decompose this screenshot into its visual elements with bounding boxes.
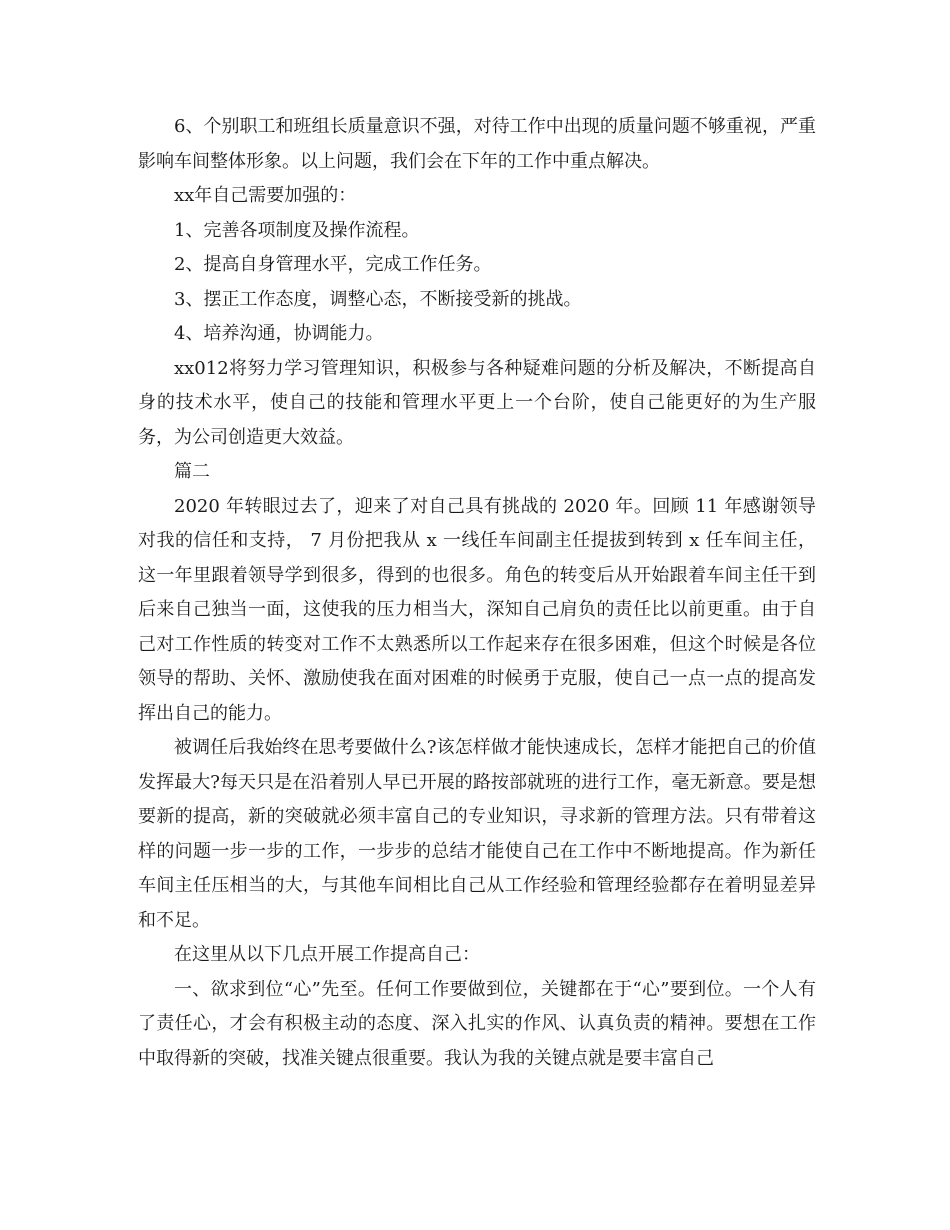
paragraph-quality-issue: 6、个别职工和班组长质量意识不强，对待工作中出现的质量问题不够重视，严重影响车间整体形象。以上问题，我们会在下年的工作中重点解决。	[138, 116, 816, 172]
list-item-management-level: 2、提高自身管理水平，完成工作任务。	[174, 254, 492, 275]
paragraph-learning-plan: xx012将努力学习管理知识，积极参与各种疑难问题的分析及解决，不断提高自身的技术水平，使自己的技能和管理水平更上一个台阶，使自己能更好的为生产服务，为公司创造更大效益。	[138, 357, 816, 448]
document-body	[138, 110, 816, 1076]
paragraph-point-one: 一、欲求到位“心”先至。任何工作要做到位，关键都在于“心”要到位。一个人有了责任心，才会有积极主动的态度、深入扎实的作风、认真负责的精神。要想在工作中取得新的突破，找准关键点很重要。我认为我的关键点就是要丰富自己	[138, 978, 816, 1069]
paragraph-reflection: 被调任后我始终在思考要做什么?该怎样做才能快速成长，怎样才能把自己的价值发挥最大?每天只是在沿着别人早已开展的路按部就班的进行工作，毫无新意。要是想要新的提高，新的突破就必须丰富自己的专业知识，寻求新的管理方法。只有带着这样的问题一步一步的工作，一步步的总结才能使自己在工作中不断地提高。作为新任车间主任压相当的大，与其他车间相比自己从工作经验和管理经验都存在着明显差异和不足。	[138, 737, 816, 931]
paragraph-points-intro: 在这里从以下几点开展工作提高自己：	[174, 944, 480, 965]
paragraph-improvement-heading: xx年自己需要加强的：	[174, 185, 357, 206]
list-item-work-attitude: 3、摆正工作态度，调整心态，不断接受新的挑战。	[174, 288, 582, 310]
section-heading-part-two: 篇二	[174, 461, 210, 482]
list-item-communication: 4、培养沟通，协调能力。	[174, 323, 384, 344]
paragraph-year-review: 2020 年转眼过去了，迎来了对自己具有挑战的 2020 年。回顾 11 年感谢领导对我的信任和支持， 7 月份把我从 x 一线任车间副主任提拔到转到 x 任车间主任，这一年里跟着领导学到很多，得到的也很多。角色的转变后从开始跟着车间主任干到后来自己独当一面，这使我的压力相当大，深知自己肩负的责任比以前更重。由于自己对工作性质的转变对工作不太熟悉所以工作起来存在很多困难，但这个时候是各位领导的帮助、关怀、激励使我在面对困难的时候勇于克服，使自己一点一点的提高发挥出自己的能力。	[138, 495, 816, 724]
list-item-improve-systems: 1、完善各项制度及操作流程。	[174, 219, 420, 241]
